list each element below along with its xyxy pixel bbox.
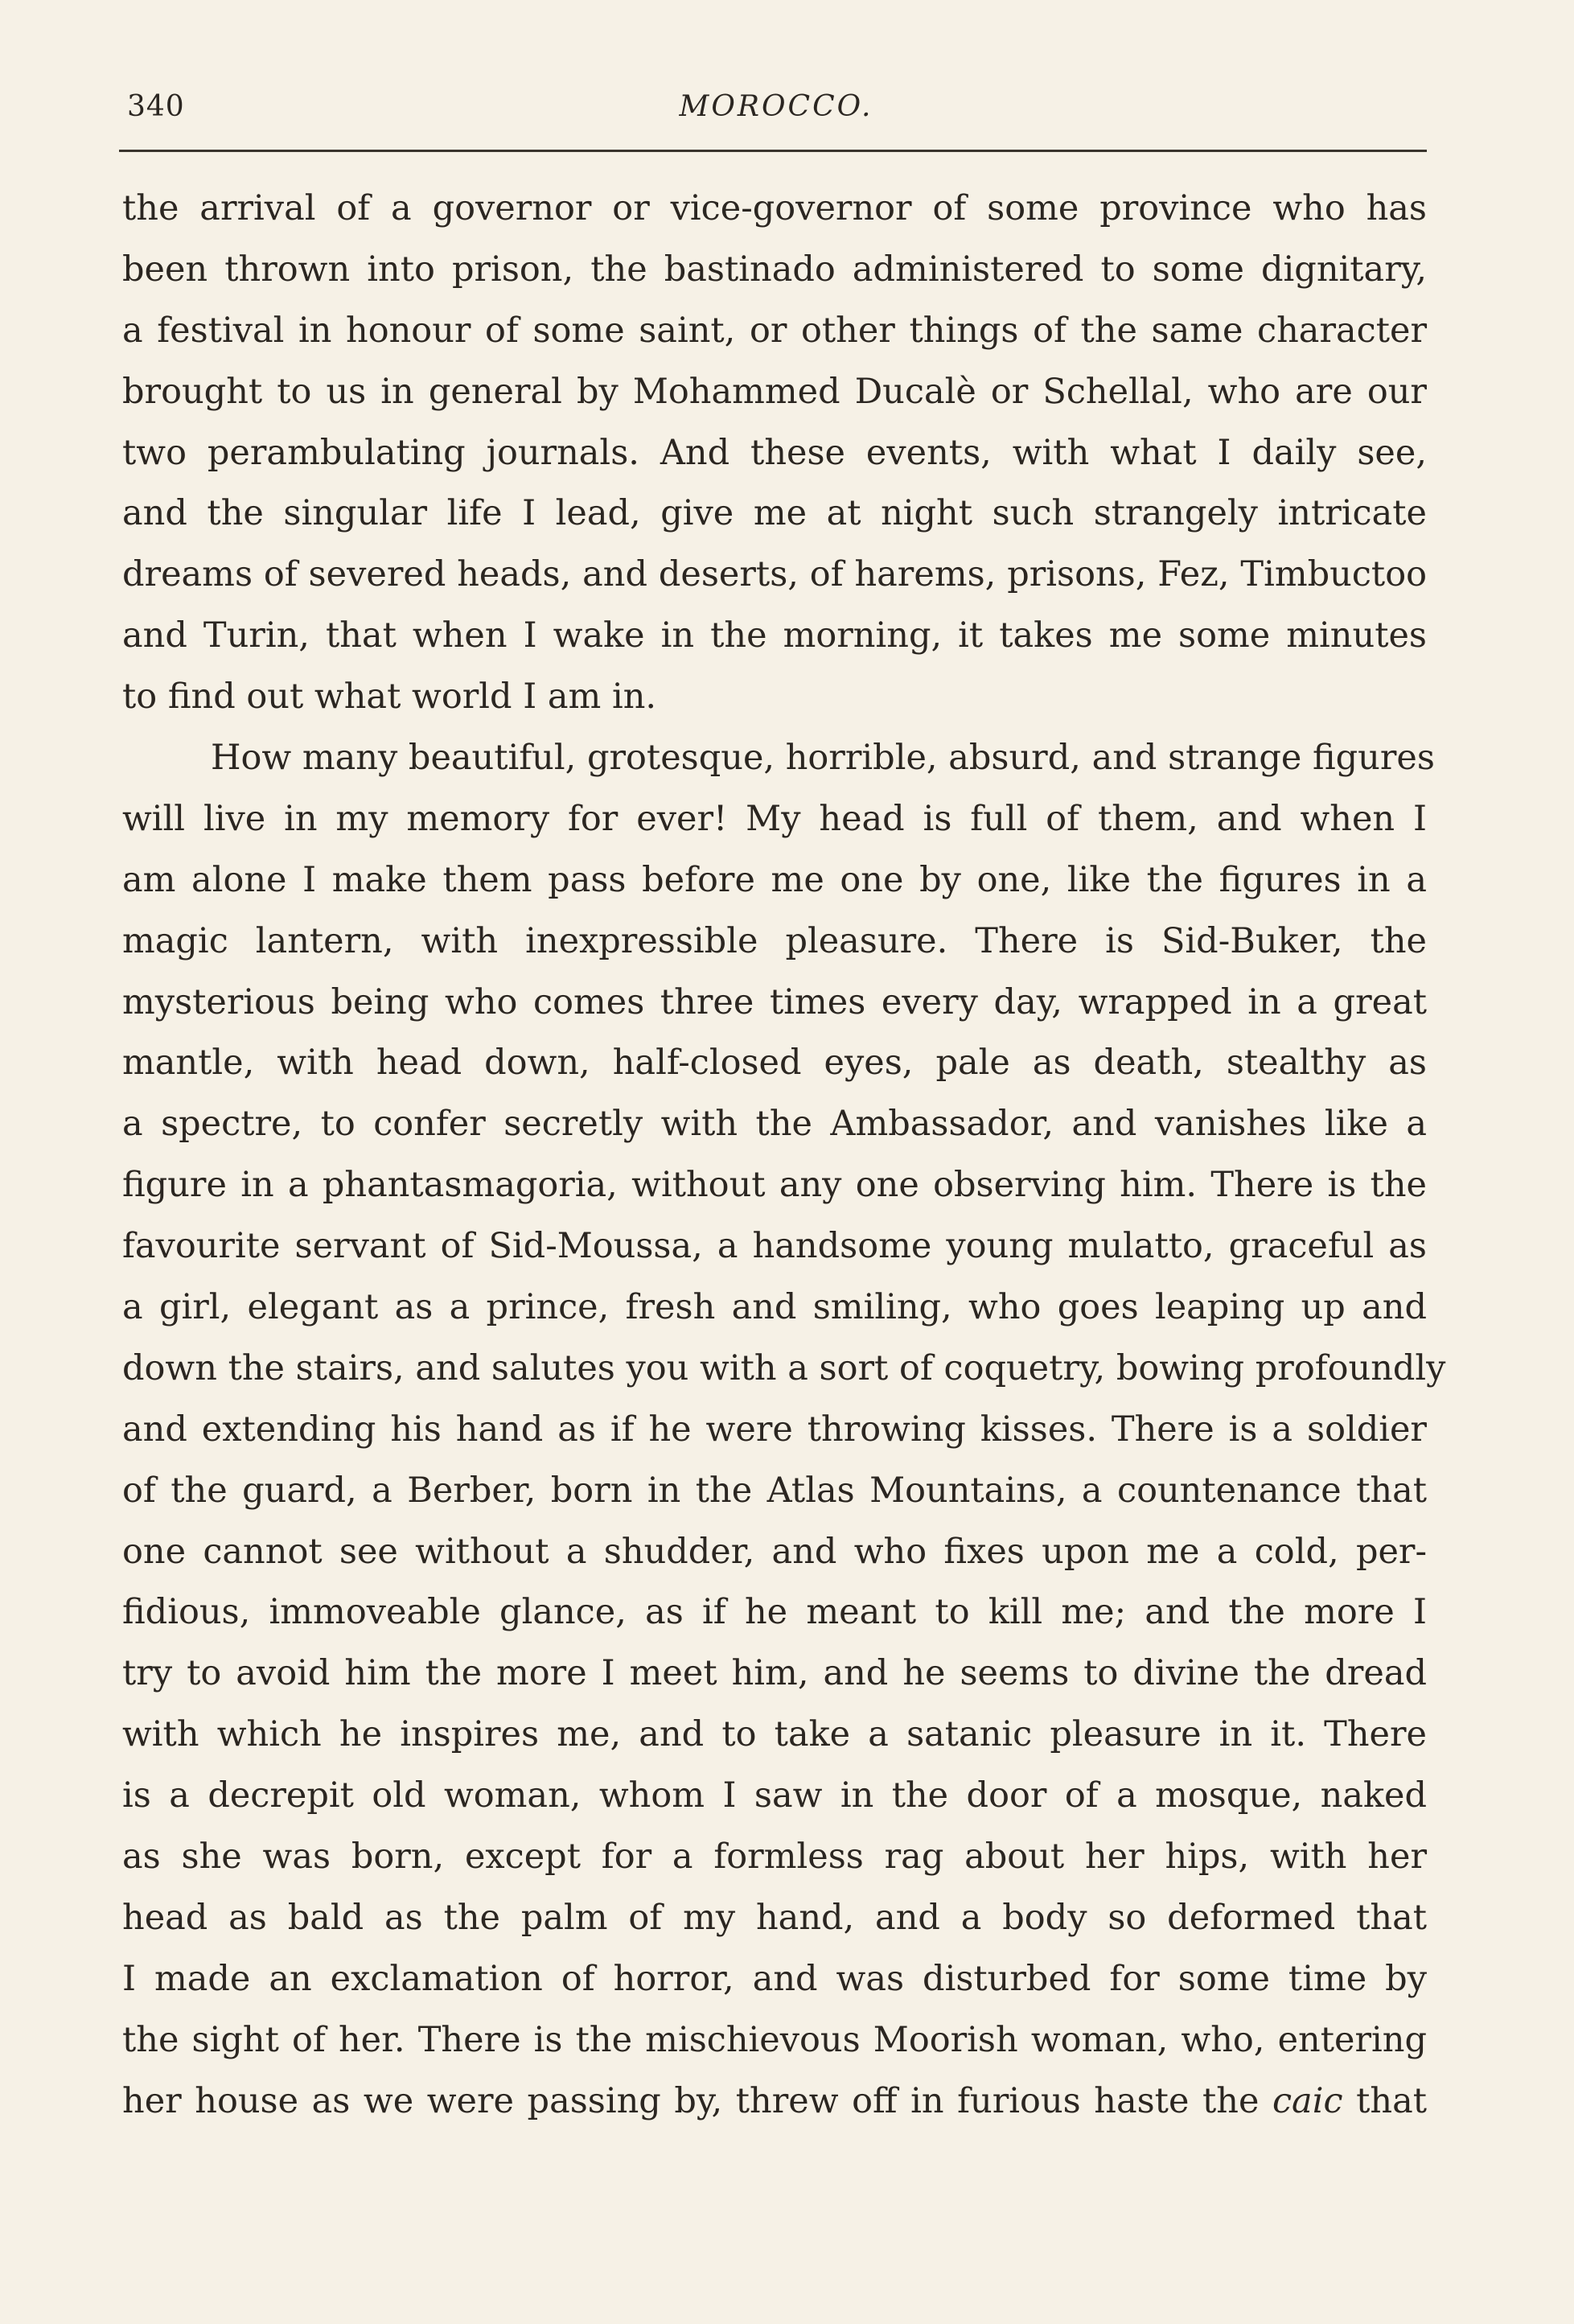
text-line: favourite servant of Sid-Moussa, a handsome young mulatto, graceful as <box>122 1226 1427 1267</box>
text-line: down the stairs, and salutes you with a sort of coquetry, bowing profoundly <box>122 1347 1446 1388</box>
final-line-before: her house as we were passing by, threw off in furious haste the <box>122 2080 1272 2121</box>
text-line: mantle, with head down, half-closed eyes, pale as death, stealthy as <box>122 1043 1427 1084</box>
text-line: fidious, immoveable glance, as if he meant to kill me; and the more I <box>122 1592 1427 1633</box>
body-text <box>122 179 1446 2133</box>
text-line: and extending his hand as if he were throwing kisses. There is a soldier <box>122 1409 1427 1450</box>
text-line: I made an exclamation of horror, and was disturbed for some time by <box>122 1958 1427 1999</box>
paragraph-start-line: How many beautiful, grotesque, horrible, absurd, and strange figures <box>211 738 1435 779</box>
text-line: am alone I make them pass before me one by one, like the figures in a <box>122 859 1427 900</box>
text-line: try to avoid him the more I meet him, and he seems to divine the dread <box>122 1653 1427 1694</box>
text-line: been thrown into prison, the bastinado administered to some dignitary, <box>122 249 1427 290</box>
text-line: figure in a phantasmagoria, without any one observing him. There is the <box>122 1165 1427 1206</box>
text-line: as she was born, except for a formless rag about her hips, with her <box>122 1837 1427 1878</box>
final-line-after: that <box>1342 2080 1427 2121</box>
text-line: with which he inspires me, and to take a satanic pleasure in it. There <box>122 1714 1427 1755</box>
text-line: magic lantern, with inexpressible pleasure. There is Sid-Buker, the <box>122 920 1427 961</box>
paragraph-end-line: to find out what world I am in. <box>122 677 657 718</box>
text-line-final <box>122 2071 1427 2133</box>
text-line: one cannot see without a shudder, and who fixes upon me a cold, per- <box>122 1531 1427 1572</box>
text-line: the arrival of a governor or vice-governor of some province who has <box>122 188 1427 228</box>
running-title: MOROCCO. <box>679 90 873 123</box>
text-line: dreams of severed heads, and deserts, of harems, prisons, Fez, Timbuctoo <box>122 554 1427 595</box>
text-line: a festival in honour of some saint, or other things of the same character <box>122 310 1427 351</box>
text-line: two perambulating journals. And these events, with what I daily see, <box>122 432 1427 473</box>
text-line: and Turin, that when I wake in the morning, it takes me some minutes <box>122 615 1427 656</box>
text-line: is a decrepit old woman, whom I saw in the door of a mosque, naked <box>122 1775 1427 1816</box>
text-line: and the singular life I lead, give me at night such strangely intricate <box>122 493 1427 534</box>
text-line: a spectre, to confer secretly with the Ambassador, and vanishes like a <box>122 1104 1427 1145</box>
text-line: will live in my memory for ever! My head is full of them, and when I <box>122 798 1427 839</box>
text-line: mysterious being who comes three times every day, wrapped in a great <box>122 981 1427 1022</box>
text-line: the sight of her. There is the mischievous Moorish woman, who, entering <box>122 2019 1427 2060</box>
page-number: 340 <box>127 90 185 123</box>
text-line: head as bald as the palm of my hand, and a body so deformed that <box>122 1897 1427 1938</box>
header-rule <box>119 150 1427 152</box>
running-head <box>127 90 1425 138</box>
text-line: a girl, elegant as a prince, fresh and smiling, who goes leaping up and <box>122 1287 1427 1328</box>
text-line: of the guard, a Berber, born in the Atlas Mountains, a countenance that <box>122 1470 1427 1511</box>
italic-word: caic <box>1272 2080 1343 2121</box>
text-line: brought to us in general by Mohammed Ducalè or Schellal, who are our <box>122 371 1427 412</box>
